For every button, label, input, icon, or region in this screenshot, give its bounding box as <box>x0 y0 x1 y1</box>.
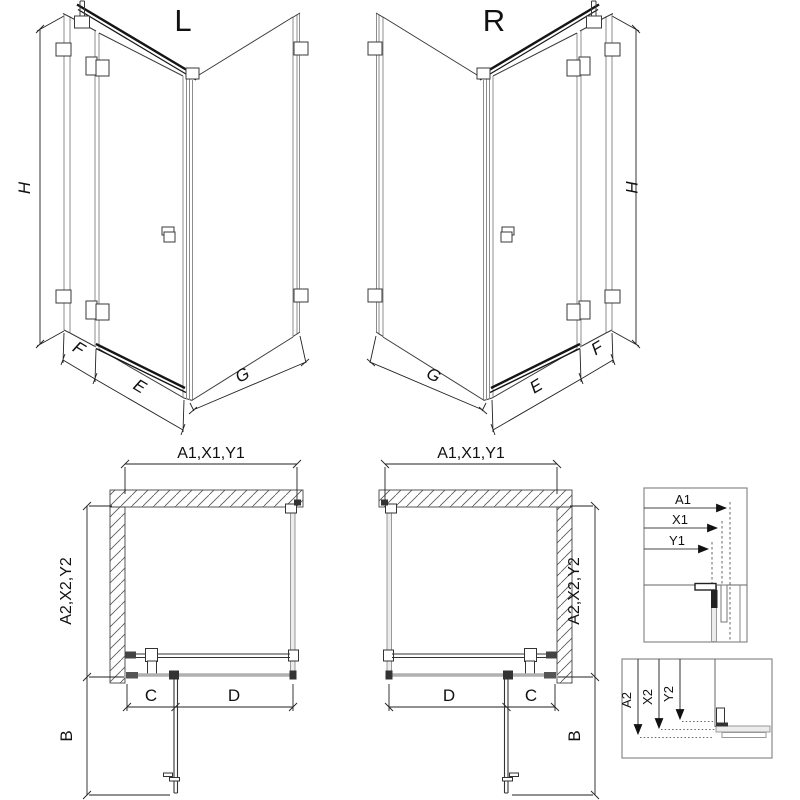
view-label-left: L <box>174 3 192 38</box>
dim-label-depth-right-plan: A2,X2,Y2 <box>566 557 583 625</box>
dim-label-fixed-left: F <box>69 337 89 360</box>
dim-label-swing-left-plan: B <box>57 730 76 742</box>
detail-width-clamp-h <box>695 584 716 591</box>
dim-label-swing-right-plan: B <box>565 730 584 742</box>
detail-box-width <box>644 488 747 642</box>
detail-label-X2: X2 <box>640 689 655 705</box>
detail-label-A1: A1 <box>675 492 691 507</box>
plan-view-right <box>379 445 599 799</box>
dim-label-fixed-right-plan: C <box>524 686 538 705</box>
detail-label-Y2: Y2 <box>661 686 676 702</box>
detail-depth-glass <box>716 726 770 732</box>
dim-label-side-left: G <box>232 363 253 387</box>
dim-label-depth-left-plan: A2,X2,Y2 <box>58 557 75 625</box>
detail-label-Y1: Y1 <box>669 533 685 548</box>
detail-depth-clamp-dark <box>716 723 728 727</box>
view-3d-right <box>367 1 641 435</box>
detail-box-depth-frame <box>622 659 772 758</box>
detail-width-wall-profile <box>721 585 727 622</box>
dim-label-height-right: H <box>622 180 641 194</box>
dim-label-door-right: E <box>526 375 546 398</box>
view-3d-left <box>15 1 309 435</box>
detail-width-clamp-v <box>711 590 718 608</box>
detail-label-X1: X1 <box>672 512 688 527</box>
enclosure-3d-left <box>36 1 309 435</box>
detail-depth-sill <box>722 733 766 738</box>
wall-section-side-left-plan <box>110 507 125 683</box>
view-label-right: R <box>482 3 506 38</box>
dim-label-height-left: H <box>15 181 34 195</box>
dim-label-width-right-plan: A1,X1,Y1 <box>437 445 505 462</box>
detail-box-width-frame <box>644 488 747 642</box>
dim-label-fixed-left-plan: C <box>144 686 158 705</box>
dim-label-door-left-plan: D <box>227 686 241 705</box>
plan-view-left <box>57 445 303 799</box>
dim-label-door-left: E <box>130 375 150 398</box>
dim-label-width-left-plan: A1,X1,Y1 <box>177 445 245 462</box>
dim-label-fixed-right: F <box>587 337 607 360</box>
dim-label-door-right-plan: D <box>442 686 456 705</box>
detail-box-depth <box>619 659 772 758</box>
dim-label-side-right: G <box>423 363 444 387</box>
wall-section-top-left-plan <box>110 490 303 507</box>
wall-section-top-right-plan <box>379 490 572 507</box>
detail-label-A2: A2 <box>619 692 634 708</box>
enclosure-3d-right <box>367 1 640 435</box>
